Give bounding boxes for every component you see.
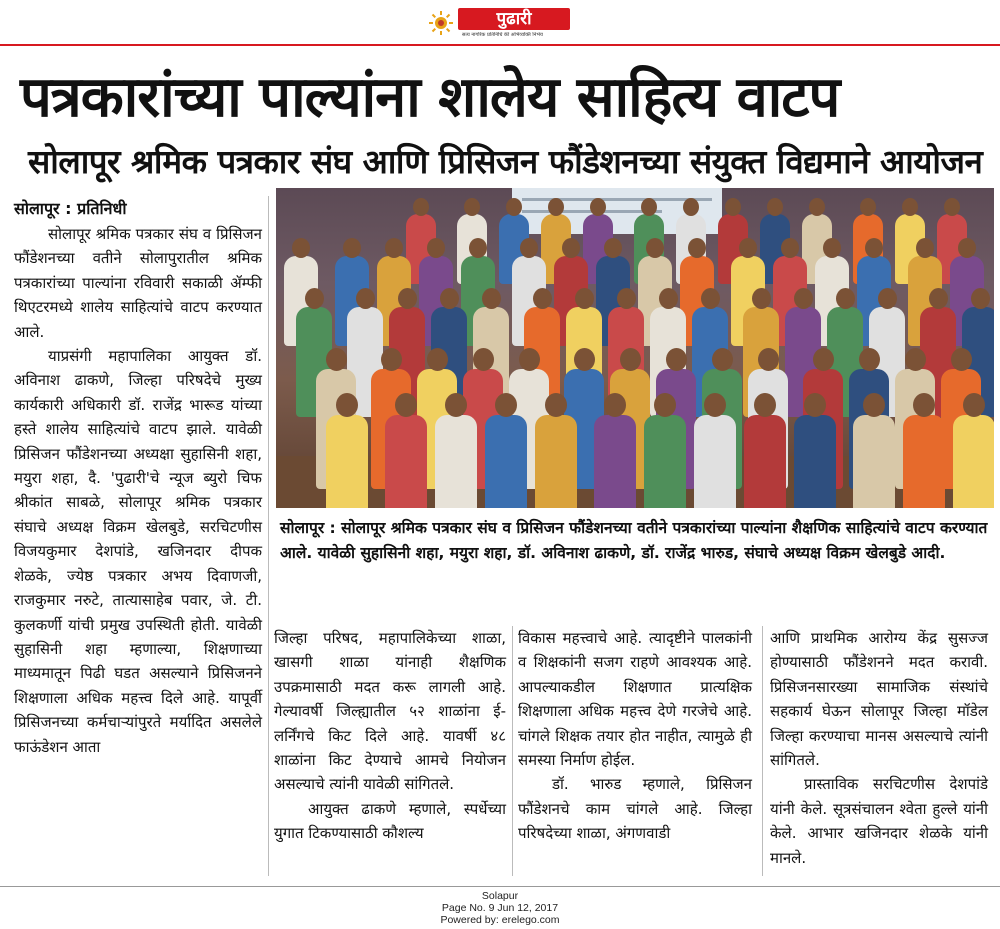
person-head [562, 238, 580, 258]
person-head [739, 238, 757, 258]
person-head [533, 288, 552, 309]
person-head [944, 198, 960, 216]
person-head [863, 393, 885, 417]
person-head [575, 288, 594, 309]
page-footer [0, 890, 1000, 926]
person-head [343, 238, 361, 258]
person-head [860, 198, 876, 216]
footer-rule [0, 886, 1000, 887]
sun-emblem-icon [428, 10, 454, 36]
person-head [971, 288, 990, 309]
column-divider [268, 196, 269, 876]
person-head [704, 393, 726, 417]
paragraph: प्रास्ताविक सरचिटणीस देशपांडे यांनी केले. सूत्रसंचालन श्वेता हुल्ले यांनी केले. आभार खजिनदार शेळके यांनी मानले. [770, 775, 988, 867]
paragraph: जिल्हा परिषद, महापालिकेच्या शाळा, खासगी शाळा यांनाही शैक्षणिक उपक्रमासाठी मदत करू लागली आहे. गेल्यावर्षी जिल्ह्यातील ५२ शाळांना ई-लर्निंगचे किट दिले आहे. यावर्षी ४८ शाळांना किट देण्याचे आमचे नियोजन असल्याचे त्यांनी यावेळी सांगितले. [274, 629, 506, 794]
person-head [659, 288, 678, 309]
article-subheadline: सोलापूर श्रमिक पत्रकार संघ आणि प्रिसिजन फौंडेशनच्या संयुक्त विद्यमाने आयोजन [28, 142, 983, 181]
masthead-rule [0, 44, 1000, 46]
person-head [381, 348, 402, 371]
article-column-3 [518, 626, 752, 846]
footer-powered-by: Powered by: erelego.com [440, 914, 560, 926]
person-head [701, 288, 720, 309]
footer-city: Solapur [481, 890, 519, 902]
person-head [752, 288, 771, 309]
person-figure [853, 415, 895, 508]
person-head [440, 288, 459, 309]
logo-tagline: सत्य नागरिक प्रतिनिधि की अभिव्यक्ति निर्भय [462, 32, 543, 38]
person-head [951, 348, 972, 371]
person-head [641, 198, 657, 216]
person-figure [435, 415, 477, 508]
person-head [963, 393, 985, 417]
person-head [666, 348, 687, 371]
person-head [916, 238, 934, 258]
person-head [326, 348, 347, 371]
person-figure [794, 415, 836, 508]
person-head [725, 198, 741, 216]
paragraph: विकास महत्त्वाचे आहे. त्यादृष्टीने पालकांनी व शिक्षकांनी सजग राहणे आवश्यक आहे. आपल्याकडील शिक्षणात प्रात्यक्षिक शिक्षणाला अधिक महत्त्व देणे गरजेचे आहे. चांगले शिक्षक तयार होत नाहीत, त्यामुळे ही समस्या निर्माण होईल. [518, 629, 752, 770]
person-head [754, 393, 776, 417]
footer-page-info: Page No. 9 Jun 12, 2017 [441, 902, 559, 914]
person-head [688, 238, 706, 258]
photo-caption: सोलापूर : सोलापूर श्रमिक पत्रकार संघ व प्रिसिजन फौंडेशनच्या वतीने पत्रकारांच्या पाल्यांना शैक्षणिक साहित्यांचे वाटप करण्यात आले. यावेळी सुहासिनी शहा, मयुरा शहा, डॉ. अविनाश ढाकणे, डॉ. राजेंद्र भारुड, संघाचे अध्यक्ष विक्रम खेलबुडे आदी. [280, 519, 988, 562]
dateline: सोलापूर : प्रतिनिधी [14, 199, 127, 218]
person-head [395, 393, 417, 417]
person-head [929, 288, 948, 309]
person-head [385, 238, 403, 258]
person-figure [385, 415, 427, 508]
person-head [794, 288, 813, 309]
person-head [292, 238, 310, 258]
person-head [836, 288, 855, 309]
person-head [305, 288, 324, 309]
person-head [859, 348, 880, 371]
person-figure [903, 415, 945, 508]
person-figure [326, 415, 368, 508]
person-head [519, 348, 540, 371]
person-head [520, 238, 538, 258]
article-column-left [14, 196, 262, 759]
person-head [604, 393, 626, 417]
paragraph: डॉ. भारुड म्हणाले, प्रिसिजन फौंडेशनचे काम चांगले आहे. जिल्हा परिषदेच्या शाळा, अंगणवाडी [518, 775, 752, 843]
person-head [545, 393, 567, 417]
person-head [654, 393, 676, 417]
person-figure [594, 415, 636, 508]
person-head [604, 238, 622, 258]
paragraph: सोलापूर श्रमिक पत्रकार संघ व प्रिसिजन फौंडेशनच्या वतीने सोलापुरातील श्रमिक पत्रकारांच्या पाल्यांना रविवारी सकाळी ॲम्फी थिएटरमध्ये शालेय साहित्यांचे वाटप करण्यात आले. [14, 225, 262, 341]
person-figure [644, 415, 686, 508]
person-head [683, 198, 699, 216]
event-photo [276, 188, 994, 508]
person-head [758, 348, 779, 371]
person-head [413, 198, 429, 216]
person-head [902, 198, 918, 216]
person-head [427, 238, 445, 258]
person-head [781, 238, 799, 258]
person-head [804, 393, 826, 417]
person-head [427, 348, 448, 371]
masthead [0, 0, 1000, 46]
article-headline: पत्रकारांच्या पाल्यांना शालेय साहित्य वाटप [20, 65, 840, 130]
person-figure [953, 415, 994, 508]
person-head [767, 198, 783, 216]
article-column-2 [274, 626, 506, 846]
paragraph: आणि प्राथमिक आरोग्य केंद्र सुसज्ज होण्यासाठी फौंडेशनने मदत करावी. प्रिसिजनसारख्या सामाजिक संस्थांचे सहकार्य घेऊन सोलापूर जिल्हा मॉडेल जिल्हा करण्याचा मानस असल्याचे त्यांनी सांगितले. [770, 629, 988, 770]
column-divider [762, 626, 763, 876]
person-head [958, 238, 976, 258]
person-head [809, 198, 825, 216]
newspaper-logo [428, 8, 578, 38]
person-figure [535, 415, 577, 508]
paragraph: याप्रसंगी महापालिका आयुक्त डॉ. अविनाश ढाकणे, जिल्हा परिषदेचे मुख्य कार्यकारी अधिकारी डॉ. राजेंद्र भारूड यांच्या हस्ते शालेय साहित्यांचे वाटप झाले. यावेळी प्रिसिजन फौंडेशनच्या अध्यक्षा सुहासिनी शहा, मयुरा शहा, दै. 'पुढारी'चे न्यूज ब्युरो चिफ श्रीकांत साबळे, सोलापूर श्रमिक पत्रकार संघाचे अध्यक्ष विक्रम खेलबुडे, सरचिटणीस विजयकुमार देशपांडे, खजिनदार दीपक शेळके, ज्येष्ठ पत्रकार अभय दिवाणजी, राजकुमार नरुटे, तात्यासाहेब पवार, जे. टी. कुलकर्णी यांची प्रमुख उपस्थिती होती. यावेळी सुहासिनी शहा म्हणाल्या, शिक्षणाच्या माध्यमातून पिढी घडत असल्याने प्रिसिजनने शिक्षणाला अधिक महत्त्व दिले आहे. यापूर्वी प्रिसिजनच्या कर्मचाऱ्यांपुरते मर्यादित असलेले फाऊंडेशन आता [14, 347, 262, 756]
column-divider [512, 626, 513, 876]
person-head [495, 393, 517, 417]
person-head [620, 348, 641, 371]
person-head [548, 198, 564, 216]
person-head [482, 288, 501, 309]
person-head [464, 198, 480, 216]
person-head [473, 348, 494, 371]
person-figure [694, 415, 736, 508]
person-figure [744, 415, 786, 508]
person-head [398, 288, 417, 309]
person-head [469, 238, 487, 258]
person-head [905, 348, 926, 371]
person-head [590, 198, 606, 216]
logo-wordmark: पुढारी [458, 8, 570, 30]
person-head [712, 348, 733, 371]
paragraph: आयुक्त ढाकणे म्हणाले, स्पर्धेच्या युगात टिकण्यासाठी कौशल्य [274, 799, 506, 843]
person-head [506, 198, 522, 216]
person-head [878, 288, 897, 309]
person-head [813, 348, 834, 371]
person-figure [485, 415, 527, 508]
person-head [445, 393, 467, 417]
person-head [646, 238, 664, 258]
person-head [574, 348, 595, 371]
person-head [617, 288, 636, 309]
person-head [823, 238, 841, 258]
person-head [336, 393, 358, 417]
person-head [865, 238, 883, 258]
article-column-4 [770, 626, 988, 870]
person-head [913, 393, 935, 417]
person-head [356, 288, 375, 309]
